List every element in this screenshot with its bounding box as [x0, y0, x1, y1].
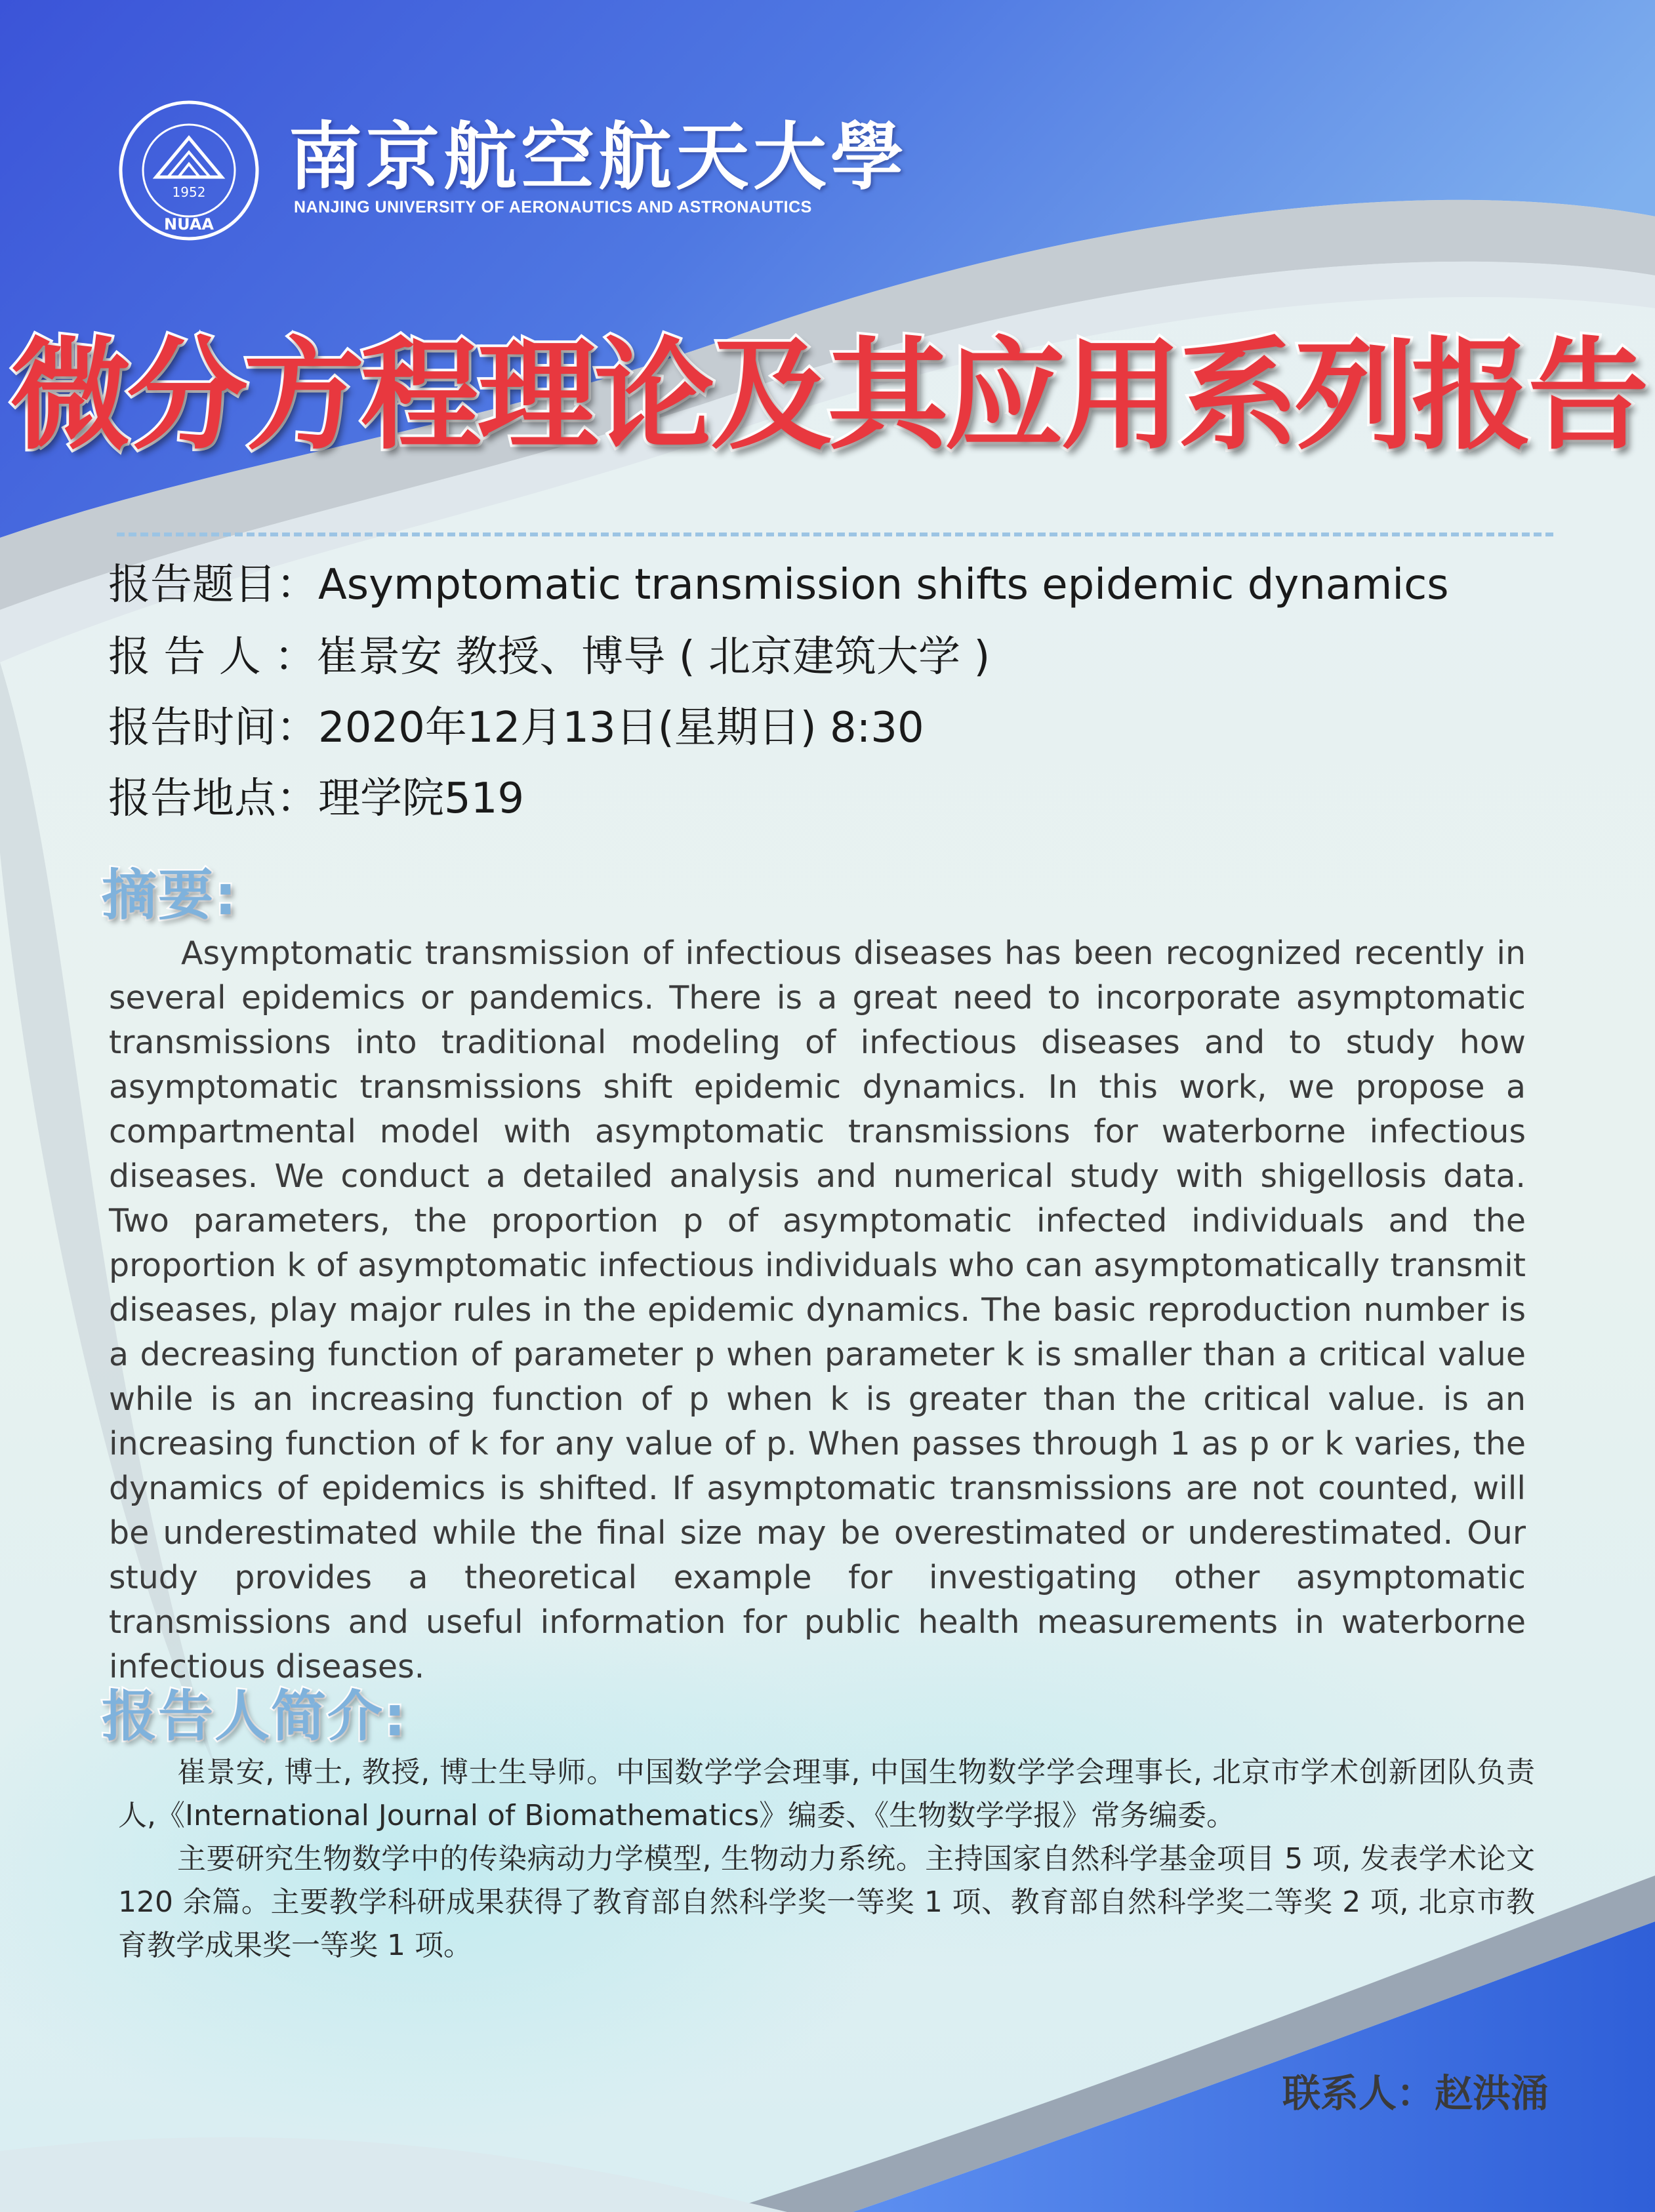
speaker-value: 崔景安 教授、博导 ( 北京建筑大学 ) [316, 633, 991, 681]
dashed-divider [117, 533, 1553, 536]
university-name-en: NANJING UNIVERSITY OF AERONAUTICS AND ASTRONAUTICS [294, 198, 812, 216]
bio-heading: 报告人简介: [102, 1684, 407, 1748]
info-row-place [108, 765, 524, 825]
info-row-topic [108, 551, 1449, 611]
bio-paragraph-1: 崔景安, 博士, 教授, 博士生导师。中国数学学会理事, 中国生物数学学会理事长, 北京市学术创新团队负责人,《International Journal of Biomathematics》编委、《生物数学学报》常务编委。 [118, 1756, 1535, 1832]
bio-paragraph-2: 主要研究生物数学中的传染病动力学模型, 生物动力系统。主持国家自然科学基金项目 5 项, 发表学术论文 120 余篇。主要教学科研成果获得了教育部自然科学奖一等奖 1 项、教育部自然科学奖二等奖 2 项, 北京市教育教学成果奖一等奖 1 项。 [118, 1842, 1535, 1962]
abstract-heading: 摘要: [102, 863, 238, 927]
info-row-time [108, 694, 924, 754]
seal-letters: NUAA [164, 215, 214, 233]
series-title: 微分方程理论及其应用系列报告 [10, 326, 1645, 466]
university-name-cn: 南京航空航天大學 [289, 114, 908, 200]
seal-year: 1952 [172, 184, 206, 200]
abstract-body: Asymptomatic transmission of infectious diseases has been recognized recently in several epidemics or pandemics. There is a great need to incorporate asymptomatic transmissions into traditional modeling of infectious diseases and to study how asymptomatic transmissions shift epidemic dynamics. In this work, we propose a compartmental model with asymptomatic transmissions for waterborne infectious diseases. We conduct a detailed analysis and numerical study with shigellosis data. Two parameters, the proportion p of asymptomatic infected individuals and the proportion k of asymptomatic infectious individuals who can asymptomatically transmit diseases, play major rules in the epidemic dynamics. The basic reproduction number is a decreasing function of parameter p when parameter k is smaller than a critical value while is an increasing function of p when k is greater than the critical value. is an increasing function of k for any value of p. When passes through 1 as p or k varies, the dynamics of epidemics is shifted. If asymptomatic transmissions are not counted, will be underestimated while the final size may be overestimated or underestimated. Our study provides a theoretical example for investigating other asymptomatic transmissions and useful information for public health measurements in waterborne infectious diseases. [109, 935, 1526, 1685]
topic-value: Asymptomatic transmission shifts epidemic dynamics [318, 561, 1449, 609]
speaker-label: 报 告 人 ： [108, 633, 317, 681]
topic-label: 报告题目： [108, 561, 318, 609]
time-value: 2020年12月13日(星期日) 8:30 [318, 704, 924, 752]
time-label: 报告时间： [108, 704, 318, 752]
nuaa-seal-icon [117, 98, 261, 243]
place-label: 报告地点： [108, 774, 318, 823]
info-row-speaker [108, 623, 990, 683]
place-value: 理学院519 [318, 774, 525, 823]
contact-person: 联系人：赵洪涌 [1282, 2071, 1549, 2116]
